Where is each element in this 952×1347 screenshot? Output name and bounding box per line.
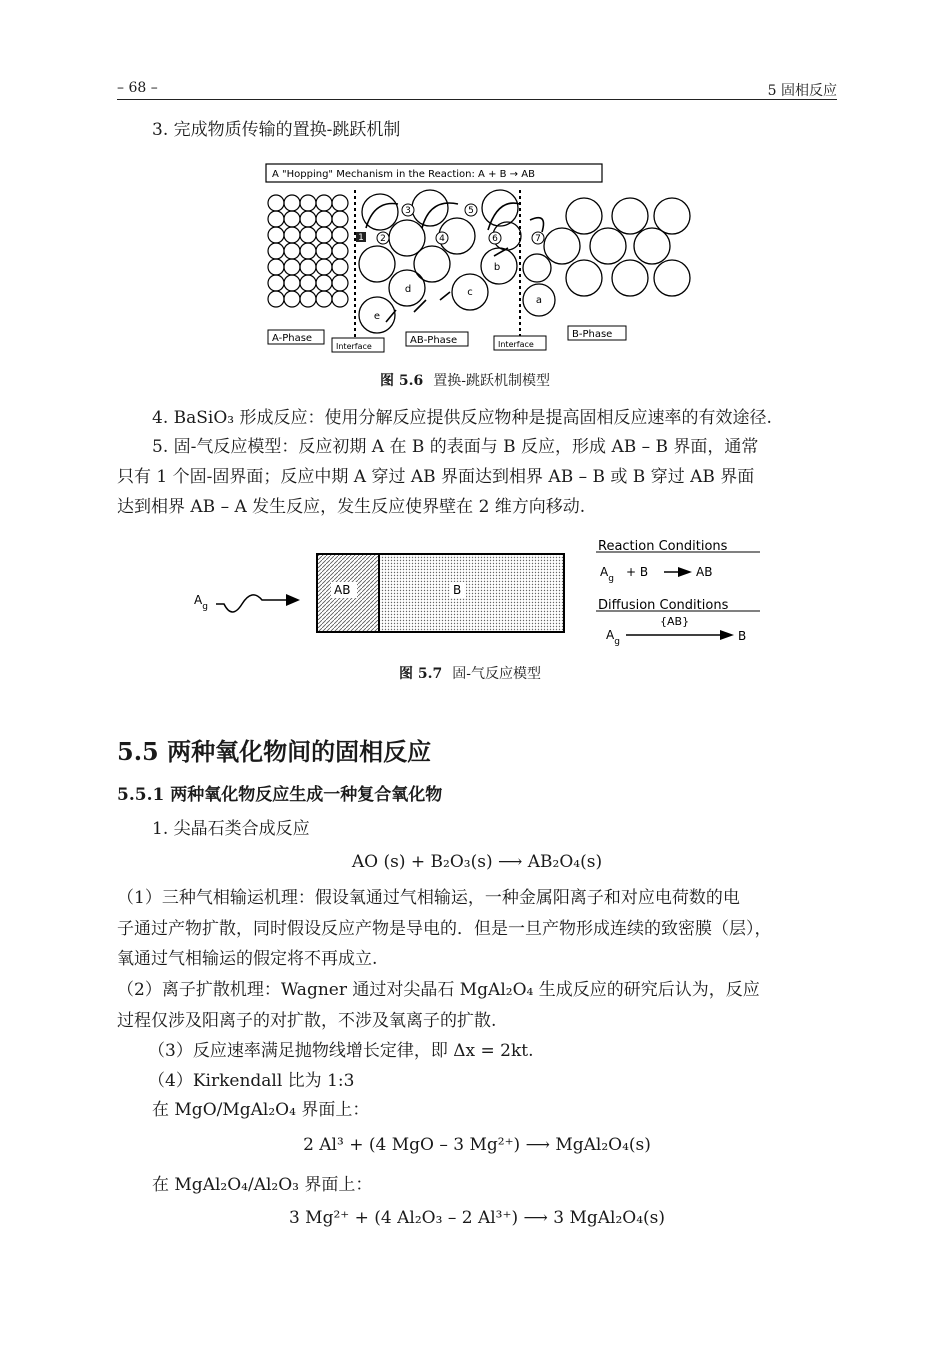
ab-phase-label: AB-Phase <box>410 335 458 346</box>
figure-solid-gas-model <box>186 532 768 652</box>
para-4: （4）Kirkendall 比为 1:3 <box>148 1071 355 1091</box>
interface-2-text: 在 MgAl₂O₄/Al₂O₃ 界面上： <box>152 1175 373 1195</box>
item-5-line-3: 达到相界 AB – A 发生反应，发生反应使界壁在 2 维方向移动. <box>117 497 586 517</box>
equation-1: AO (s) + B₂O₃(s) ⟶ AB₂O₄(s) <box>351 852 603 872</box>
svg-text:a: a <box>535 295 543 306</box>
ab-label: AB <box>334 583 351 597</box>
para-1-line-3: 氧通过气相输运的假定将不再成立. <box>117 949 378 969</box>
step-markers <box>356 204 544 244</box>
reaction-plus-b: + B <box>626 565 649 579</box>
svg-text:4: 4 <box>439 234 445 244</box>
item-4: 4. BaSiO₃ 形成反应：使用分解反应提供反应物种是提高固相反应速率的有效途径. <box>152 408 772 428</box>
figure-5-6-caption <box>380 370 550 390</box>
diffusion-target: B <box>738 629 747 643</box>
reaction-ag: $A_g$ <box>600 565 614 584</box>
para-1-line-1: （1）三种气相输运机理：假设氧通过气相输运，一种金属阳离子和对应电荷数的电 <box>117 888 740 908</box>
equation-2: 2 Al³ + (4 MgO – 3 Mg²⁺) ⟶ MgAl₂O₄(s) <box>303 1135 651 1155</box>
para-2-line-1: （2）离子扩散机理：Wagner 通过对尖晶石 MgAl₂O₄ 生成反应的研究后认为，反应 <box>117 980 760 1000</box>
para-3: （3）反应速率满足抛物线增长定律，即 Δx = 2kt. <box>148 1041 534 1061</box>
para-1-line-2: 子通过产物扩散，同时假设反应产物是导电的．但是一旦产物形成连续的致密膜（层）， <box>117 919 772 939</box>
b-label: B <box>453 583 462 597</box>
svg-text:2: 2 <box>380 234 386 244</box>
figure-hopping-mechanism <box>262 160 692 360</box>
chapter-title: 5 固相反应 <box>767 83 837 99</box>
item-3: 3. 完成物质传输的置换-跳跃机制 <box>152 120 401 140</box>
a-phase-lattice <box>268 195 348 307</box>
page-number: – 68 – <box>117 80 158 96</box>
item-spinel: 1. 尖晶石类合成反应 <box>152 819 310 839</box>
svg-text:b: b <box>493 262 501 273</box>
item-5-line-2: 只有 1 个固-固界面；反应中期 A 穿过 AB 界面达到相界 AB – B 或 B 穿过 AB 界面 <box>117 467 755 487</box>
figure-5-6-text: 置换-跳跃机制模型 <box>433 373 550 389</box>
ag-label: $A_g$ <box>194 593 208 612</box>
svg-text:5: 5 <box>468 206 474 216</box>
reaction-product: AB <box>696 565 713 579</box>
svg-text:c: c <box>467 287 473 298</box>
a-phase-label: A-Phase <box>272 333 313 344</box>
figure-title: A "Hopping" Mechanism in the Reaction: A + B → AB <box>272 169 535 180</box>
diffusion-ag: $A_g$ <box>606 628 620 647</box>
section-heading: 5.5 两种氧化物间的固相反应 <box>117 737 432 766</box>
interface-label-right: Interface <box>498 340 534 349</box>
subsection-heading: 5.5.1 两种氧化物反应生成一种复合氧化物 <box>117 785 443 805</box>
b-phase-lattice <box>523 198 690 296</box>
svg-text:e: e <box>373 311 381 322</box>
figure-5-7-caption <box>399 663 541 683</box>
svg-text:6: 6 <box>492 234 498 244</box>
interface-1-text: 在 MgO/MgAl₂O₄ 界面上： <box>152 1100 370 1120</box>
svg-text:1: 1 <box>358 233 364 243</box>
diffusion-via: {AB} <box>660 615 690 628</box>
gas-arrowhead <box>286 594 300 606</box>
ab-phase-lattice <box>359 190 555 333</box>
svg-text:3: 3 <box>405 206 411 216</box>
interface-label-left: Interface <box>336 342 372 351</box>
b-block <box>379 554 564 632</box>
header-rule <box>117 99 837 100</box>
figure-5-7-number: 图 5.7 <box>399 666 443 682</box>
para-2-line-2: 过程仅涉及阳离子的对扩散，不涉及氧离子的扩散. <box>117 1011 497 1031</box>
figure-5-6-number: 图 5.6 <box>380 373 424 389</box>
equation-3: 3 Mg²⁺ + (4 Al₂O₃ – 2 Al³⁺) ⟶ 3 MgAl₂O₄(s) <box>288 1208 666 1228</box>
diffusion-conditions-title: Diffusion Conditions <box>598 598 729 613</box>
svg-text:d: d <box>404 284 412 295</box>
reaction-conditions-title: Reaction Conditions <box>598 539 728 554</box>
gas-wave <box>216 595 286 612</box>
figure-5-7-text: 固-气反应模型 <box>452 666 541 682</box>
svg-text:7: 7 <box>535 234 541 244</box>
b-phase-label: B-Phase <box>572 329 613 340</box>
item-5-line-1: 5. 固-气反应模型：反应初期 A 在 B 的表面与 B 反应，形成 AB – B 界面，通常 <box>152 437 759 457</box>
